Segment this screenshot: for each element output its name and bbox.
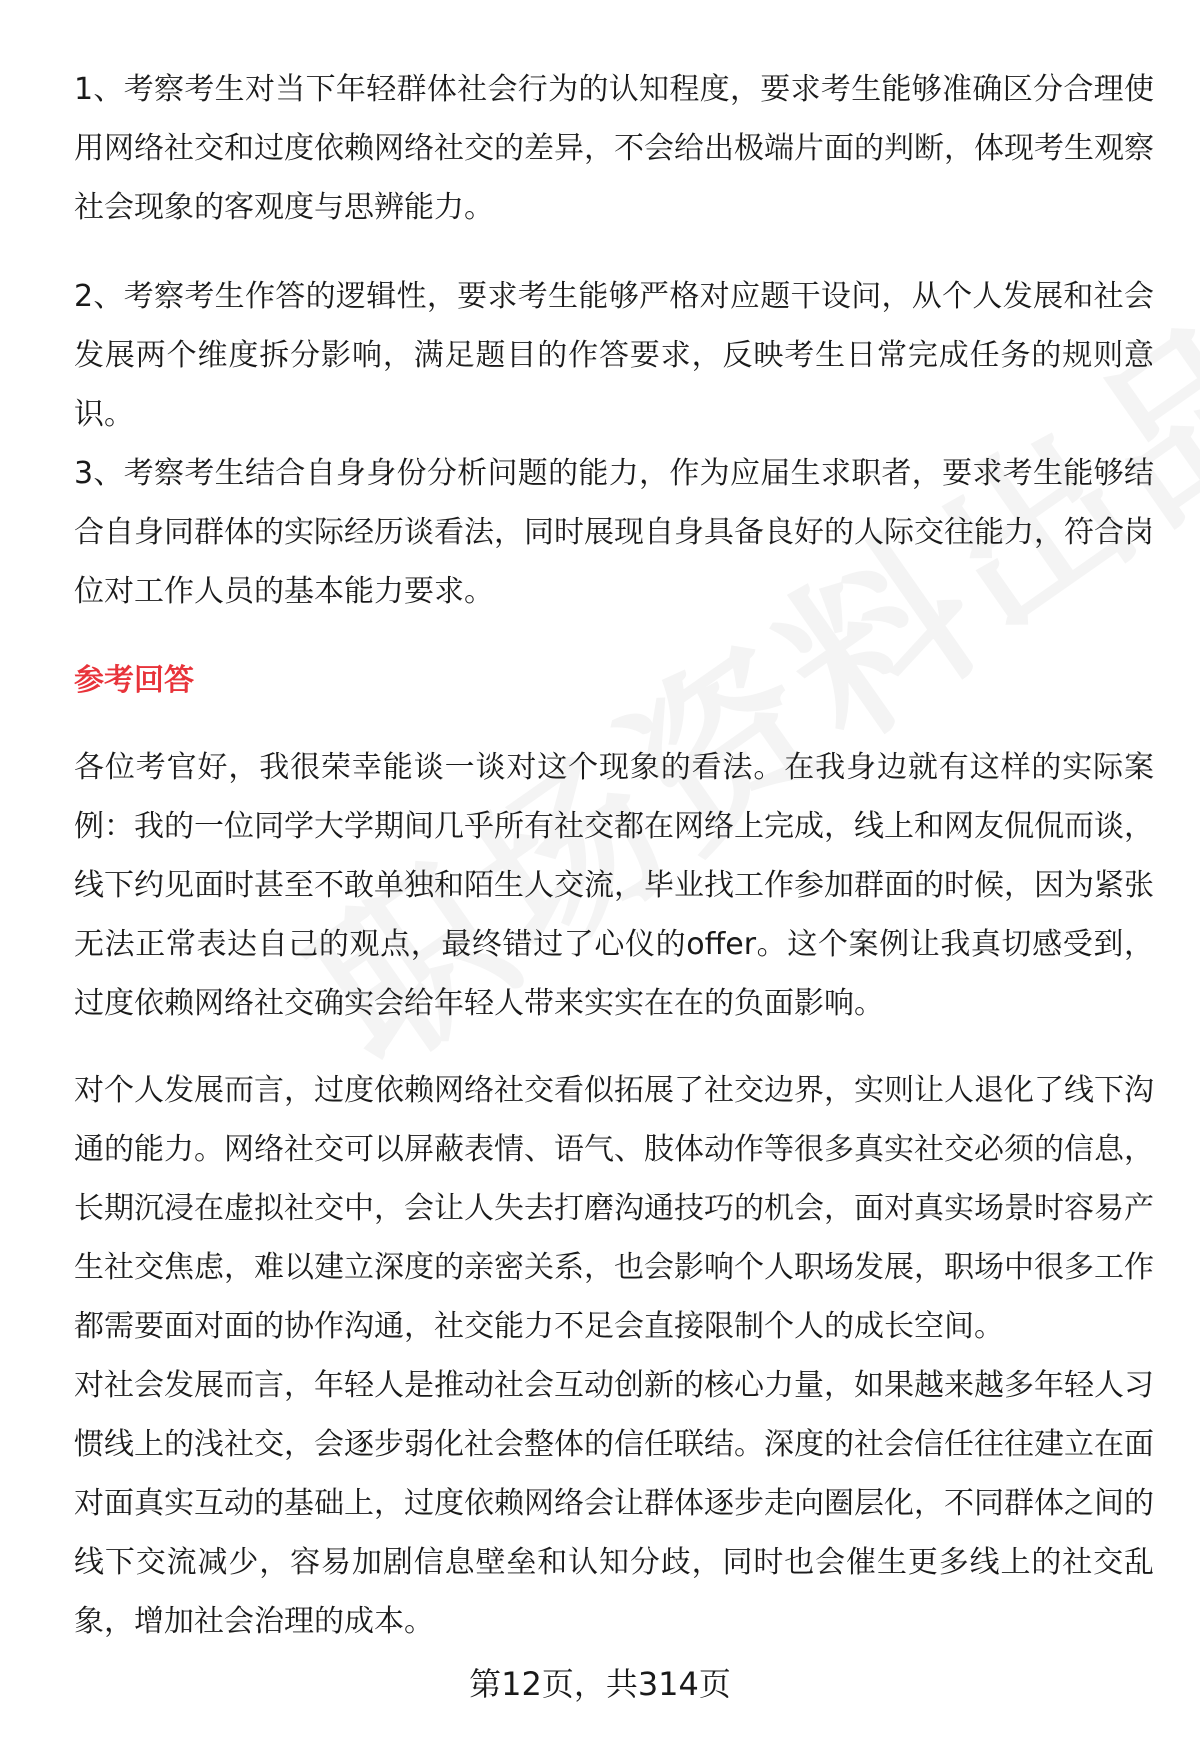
answer-paragraph-1: 各位考官好，我很荣幸能谈一谈对这个现象的看法。在我身边就有这样的实际案例：我的一位同学大学期间几乎所有社交都在网络上完成，线上和网友侃侃而谈，线下约见面时甚至不敢单独和陌生人交流，毕业找工作参加群面的时候，因为紧张无法正常表达自己的观点，最终错过了心仪的offer。这个案例让我真切感受到，过度依赖网络社交确实会给年轻人带来实实在在的负面影响。 [74, 750, 1154, 1021]
answer-paragraph-3: 对社会发展而言，年轻人是推动社会互动创新的核心力量，如果越来越多年轻人习惯线上的浅社交，会逐步弱化社会整体的信任联结。深度的社会信任往往建立在面对面真实互动的基础上，过度依赖网络会让群体逐步走向圈层化，不同群体之间的线下交流减少，容易加剧信息壁垒和认知分歧，同时也会催生更多线上的社交乱象，增加社会治理的成本。 [74, 1368, 1154, 1639]
answer-paragraph-2: 对个人发展而言，过度依赖网络社交看似拓展了社交边界，实则让人退化了线下沟通的能力。网络社交可以屏蔽表情、语气、肢体动作等很多真实社交必须的信息，长期沉浸在虚拟社交中，会让人失去打磨沟通技巧的机会，面对真实场景时容易产生社交焦虑，难以建立深度的亲密关系，也会影响个人职场发展，职场中很多工作都需要面对面的协作沟通，社交能力不足会直接限制个人的成长空间。 [74, 1073, 1154, 1344]
assessment-point-3: 3、考察考生结合自身身份分析问题的能力，作为应届生求职者，要求考生能够结合自身同群体的实际经历谈看法，同时展现自身具备良好的人际交往能力，符合岗位对工作人员的基本能力要求。 [74, 456, 1154, 609]
section-title-reference-answer: 参考回答 [74, 663, 194, 698]
page-number: 第12页，共314页 [469, 1665, 731, 1703]
assessment-point-2: 2、考察考生作答的逻辑性，要求考生能够严格对应题干设问，从个人发展和社会发展两个维度拆分影响，满足题目的作答要求，反映考生日常完成任务的规则意识。 [74, 279, 1154, 432]
assessment-point-1: 1、考察考生对当下年轻群体社会行为的认知程度，要求考生能够准确区分合理使用网络社交和过度依赖网络社交的差异，不会给出极端片面的判断，体现考生观察社会现象的客观度与思辨能力。 [74, 72, 1154, 225]
document-page [74, 60, 1154, 1651]
